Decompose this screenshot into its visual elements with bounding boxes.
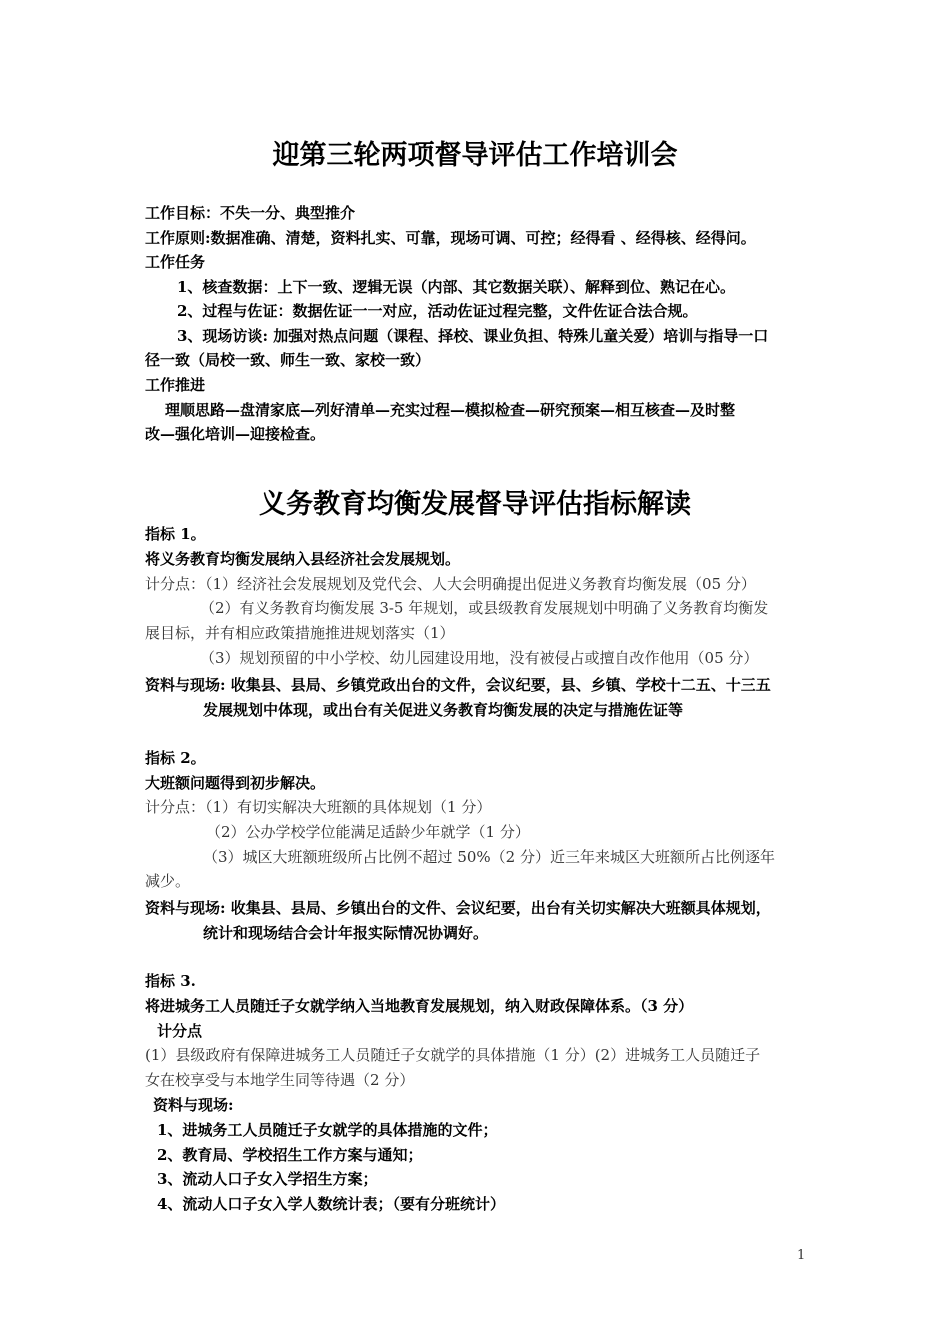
indicator-3-points-line-1: (1）县级政府有保障进城务工人员随迁子女就学的具体措施（1 分）(2）进城务工人员随迁子 [145,1046,761,1064]
advance-line-2: 改—强化培训—迎接检查。 [145,425,326,443]
task-3-line-2: 径一致（局校一致、师生一致、家校一致） [145,351,431,369]
task-2: 2、过程与佐证：数据佐证一一对应，活动佐证过程完整，文件佐证合法合规。 [177,302,698,320]
indicator-2-point-3-line-2: 减少。 [145,872,191,890]
indicator-3-desc: 将进城务工人员随迁子女就学纳入当地教育发展规划，纳入财政保障体系。（3 分） [145,997,694,1015]
task-1: 1、核查数据：上下一致、逻辑无误（内部、其它数据关联）、解释到位、熟记在心。 [177,278,735,296]
indicator-1-desc: 将义务教育均衡发展纳入县经济社会发展规划。 [145,550,461,568]
indicator-1-point-2-line-1: （2）有义务教育均衡发展 3-5 年规划，或县级教育发展规划中明确了义务教育均衡发 [200,599,769,617]
indicator-2-point-1: 计分点：（1）有切实解决大班额的具体规划（1 分） [145,798,492,816]
indicator-2-point-2: （2）公办学校学位能满足适龄少年就学（1 分） [206,823,530,841]
indicator-2-materials-line-2: 统计和现场结合会计年报实际情况协调好。 [203,924,489,942]
tasks-heading: 工作任务 [145,253,206,271]
indicator-3-material-2: 2、教育局、学校招生工作方案与通知； [157,1146,423,1164]
indicator-3-title: 指标 3. [145,972,196,990]
indicator-1-point-1: 计分点：（1）经济社会发展规划及党代会、人大会明确提出促进义务教育均衡发展（05 分） [145,575,756,593]
indicator-3-points-heading: 计分点 [157,1022,203,1040]
indicator-2-title: 指标 2。 [145,749,206,767]
indicator-3-material-1: 1、进城务工人员随迁子女就学的具体措施的文件； [157,1121,498,1139]
advance-heading: 工作推进 [145,376,206,394]
advance-line-1: 理顺思路—盘清家底—列好清单—充实过程—模拟检查—研究预案—相互核查—及时整 [165,401,736,419]
work-principle: 工作原则:数据准确、清楚，资料扎实、可靠，现场可调、可控；经得看 、经得核、经得问。 [145,229,756,247]
page-number: 1 [797,1248,806,1263]
task-3-line-1: 3、现场访谈: 加强对热点问题（课程、择校、课业负担、特殊儿童关爱）培训与指导一口 [177,327,769,345]
indicator-3-materials-heading: 资料与现场: [153,1096,234,1114]
section-title: 义务教育均衡发展督导评估指标解读 [259,489,691,520]
indicator-1-materials-line-1: 资料与现场: 收集县、县局、乡镇党政出台的文件，会议纪要，县、乡镇、学校十二五、十三五 [145,676,771,694]
indicator-2-desc: 大班额问题得到初步解决。 [145,774,326,792]
indicator-3-material-4: 4、流动人口子女入学人数统计表；（要有分班统计） [157,1195,505,1213]
indicator-1-title: 指标 1。 [145,525,206,543]
indicator-3-points-line-2: 女在校享受与本地学生同等待遇（2 分） [145,1071,415,1089]
indicator-1-point-3: （3）规划预留的中小学校、幼儿园建设用地，没有被侵占或擅自改作他用（05 分） [200,649,759,667]
main-title: 迎第三轮两项督导评估工作培训会 [272,140,678,171]
indicator-1-point-2-line-2: 展目标，并有相应政策措施推进规划落实（1） [145,624,455,642]
indicator-2-point-3-line-1: （3）城区大班额班级所占比例不超过 50%（2 分）近三年来城区大班额所占比例逐年 [203,848,775,866]
work-goal: 工作目标：不失一分、典型推介 [145,204,356,222]
indicator-1-materials-line-2: 发展规划中体现，或出台有关促进义务教育均衡发展的决定与措施佐证等 [203,701,684,719]
indicator-3-material-3: 3、流动人口子女入学招生方案； [157,1170,378,1188]
indicator-2-materials-line-1: 资料与现场: 收集县、县局、乡镇出台的文件、会议纪要，出台有关切实解决大班额具体规划， [145,899,771,917]
